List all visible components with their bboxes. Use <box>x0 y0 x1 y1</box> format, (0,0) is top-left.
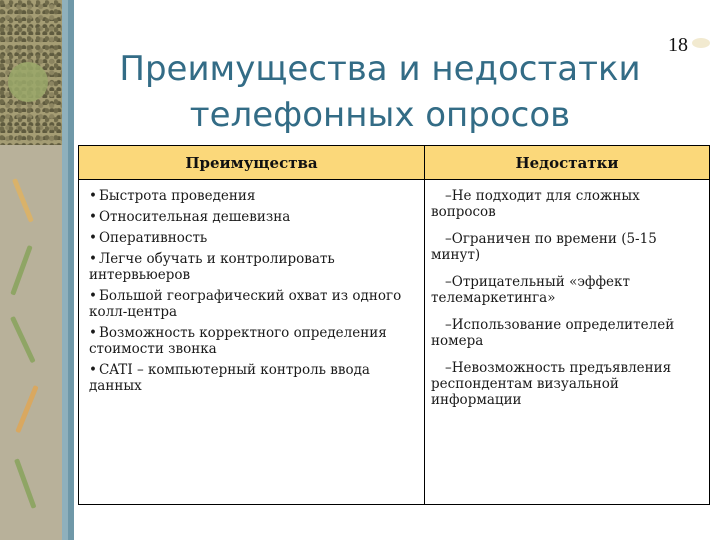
list-item: • Относительная дешевизна <box>89 209 291 225</box>
advantages-list <box>89 188 416 394</box>
decor-panel <box>0 145 62 540</box>
list-item: • CATI – компьютерный контроль ввода данных <box>89 362 370 394</box>
title-line-2: телефонных опросов <box>189 95 571 135</box>
list-item: • Возможность корректного определения стоимости звонка <box>89 325 387 357</box>
disadvantages-list <box>431 188 701 408</box>
list-item: • Быстрота проведения <box>89 188 256 204</box>
left-decoration <box>0 0 80 540</box>
page-number-ornament <box>692 38 710 48</box>
page-number: 18 <box>668 34 688 56</box>
disadvantages-cell <box>425 180 710 505</box>
header-disadvantages: Недостатки <box>425 146 710 180</box>
slide-title <box>95 46 665 138</box>
vertical-bar-dark <box>68 0 74 540</box>
table-body-row <box>79 180 710 505</box>
comparison-table <box>78 145 710 505</box>
circle-ornament <box>8 62 48 102</box>
list-item: • Оперативность <box>89 230 208 246</box>
list-item: –Не подходит для сложных вопросов <box>431 188 640 220</box>
list-item: • Легче обучать и контролировать интервьюеров <box>89 251 335 283</box>
table-header-row <box>79 146 710 180</box>
list-item: –Отрицательный «эффект телемаркетинга» <box>431 274 630 306</box>
advantages-cell <box>79 180 425 505</box>
list-item: –Невозможность предъявления респондентам визуальной информации <box>431 360 672 408</box>
list-item: • Большой географический охват из одного колл-центра <box>89 288 402 320</box>
header-advantages: Преимущества <box>79 146 425 180</box>
list-item: –Ограничен по времени (5-15 минут) <box>431 231 657 263</box>
list-item: –Использование определителей номера <box>431 317 675 349</box>
title-line-1: Преимущества и недостатки <box>119 49 641 89</box>
